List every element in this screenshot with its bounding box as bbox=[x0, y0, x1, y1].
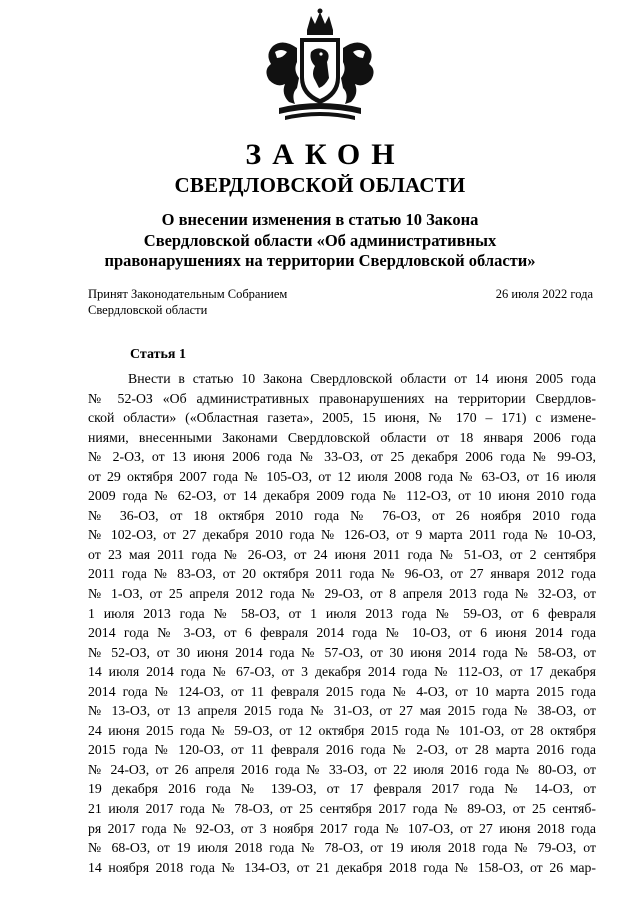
subject-line: О внесении изменения в статью 10 Закона bbox=[161, 210, 479, 229]
article-line: от 23 мая 2011 года № 26-ОЗ, от 24 июня 2011 года № 51-ОЗ, от 2 сентября bbox=[88, 546, 596, 562]
coat-of-arms-emblem bbox=[255, 8, 385, 128]
article-line: 1 июля 2013 года № 58-ОЗ, от 1 июля 2013 года № 59-ОЗ, от 6 февраля bbox=[88, 605, 596, 621]
law-title: ЗАКОН bbox=[245, 138, 406, 171]
article-body bbox=[88, 369, 596, 877]
article-line: 2009 года № 62-ОЗ, от 14 декабря 2009 года № 112-ОЗ, от 10 июня 2010 года bbox=[88, 488, 596, 504]
article-line: 21 июля 2017 года № 78-ОЗ, от 25 сентября 2017 года № 89-ОЗ, от 25 сентяб- bbox=[88, 801, 596, 817]
article-line: 2011 года № 83-ОЗ, от 20 октября 2011 года № 96-ОЗ, от 27 января 2012 года bbox=[88, 566, 596, 582]
article-line: № 102-ОЗ, от 27 декабря 2010 года № 126-ОЗ, от 9 марта 2011 года № 10-ОЗ, bbox=[88, 527, 596, 543]
article-line: 2014 года № 3-ОЗ, от 6 февраля 2014 года № 10-ОЗ, от 6 июня 2014 года bbox=[88, 625, 596, 641]
article-line: № 1-ОЗ, от 25 апреля 2012 года № 29-ОЗ, от 8 апреля 2013 года № 32-ОЗ, от bbox=[88, 586, 596, 602]
article-line: № 52-ОЗ, от 30 июня 2014 года № 57-ОЗ, от 30 июня 2014 года № 58-ОЗ, от bbox=[88, 644, 596, 660]
article-line: 2014 года № 124-ОЗ, от 11 февраля 2015 года № 4-ОЗ, от 10 марта 2015 года bbox=[88, 683, 596, 699]
article-line: 19 декабря 2016 года № 139-ОЗ, от 17 февраля 2017 года № 14-ОЗ, от bbox=[88, 781, 596, 797]
article-line: 24 июня 2015 года № 59-ОЗ, от 12 октября 2015 года № 101-ОЗ, от 28 октября bbox=[88, 722, 596, 738]
adopted-by bbox=[88, 287, 287, 318]
region-title: СВЕРДЛОВСКОЙ ОБЛАСТИ bbox=[174, 173, 466, 197]
article-line: № 52-ОЗ «Об административных правонарушениях на территории Свердлов- bbox=[88, 390, 596, 406]
adoption-date: 26 июля 2022 года bbox=[495, 287, 593, 301]
adopted-by-line: Принят Законодательным Собранием bbox=[88, 287, 288, 301]
article-line: № 13-ОЗ, от 13 апреля 2015 года № 31-ОЗ, от 27 мая 2015 года № 38-ОЗ, от bbox=[88, 703, 596, 719]
article-line: № 36-ОЗ, от 18 октября 2010 года № 76-ОЗ, от 26 ноября 2010 года bbox=[88, 507, 596, 523]
subject-line: Свердловской области «Об административных bbox=[143, 230, 497, 250]
article-line: от 29 октября 2007 года № 105-ОЗ, от 12 июля 2008 года № 63-ОЗ, от 16 июля bbox=[88, 468, 596, 484]
article-line: ниями, внесенными Законами Свердловской области от 18 января 2006 года bbox=[88, 429, 596, 445]
article-line: ря 2017 года № 92-ОЗ, от 3 ноября 2017 года № 107-ОЗ, от 27 июня 2018 года bbox=[88, 820, 596, 836]
adopted-by-line: Свердловской области bbox=[88, 302, 208, 317]
article-line: № 24-ОЗ, от 26 апреля 2016 года № 33-ОЗ, от 22 июля 2016 года № 80-ОЗ, от bbox=[88, 761, 596, 777]
article-line: Внести в статью 10 Закона Свердловской области от 14 июня 2005 года bbox=[128, 371, 596, 386]
article-line: ской области» («Областная газета», 2005, 15 июня, № 170 – 171) с измене- bbox=[88, 410, 596, 426]
article-line: № 2-ОЗ, от 13 июня 2006 года № 33-ОЗ, от 25 декабря 2006 года № 99-ОЗ, bbox=[88, 449, 596, 465]
subject-line: правонарушениях на территории Свердловской области» bbox=[104, 251, 536, 270]
article-line: 2015 года № 120-ОЗ, от 11 февраля 2016 года № 2-ОЗ, от 28 марта 2016 года bbox=[88, 742, 596, 758]
article-heading: Статья 1 bbox=[130, 347, 186, 362]
law-subject bbox=[0, 210, 640, 272]
article-line: 14 июля 2014 года № 67-ОЗ, от 3 декабря 2014 года № 112-ОЗ, от 17 декабря bbox=[88, 664, 596, 680]
article-line: 14 ноября 2018 года № 134-ОЗ, от 21 декабря 2018 года № 158-ОЗ, от 26 мар- bbox=[88, 859, 596, 875]
article-line: № 68-ОЗ, от 19 июля 2018 года № 78-ОЗ, от 19 июля 2018 года № 79-ОЗ, от bbox=[88, 840, 596, 856]
